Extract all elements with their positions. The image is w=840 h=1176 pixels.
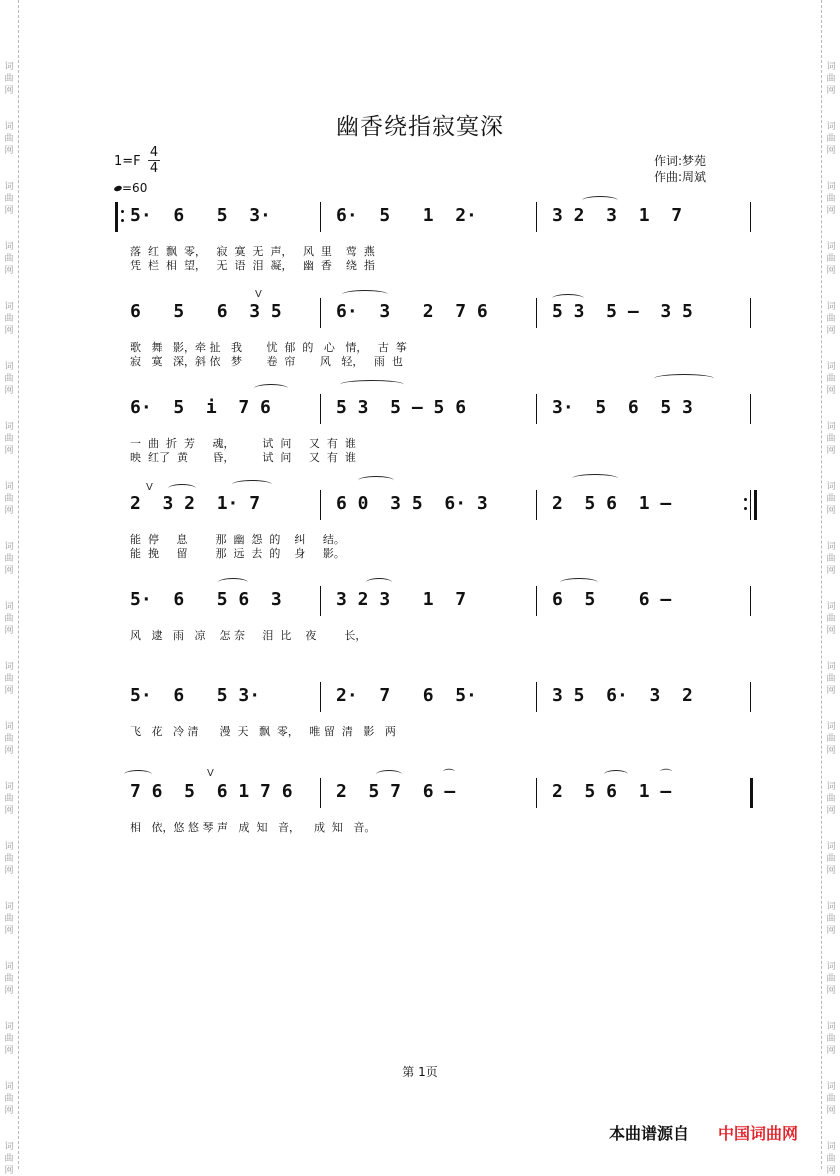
edge-watermark-char: 词 — [4, 482, 14, 492]
edge-watermark-char: 网 — [4, 1106, 14, 1116]
edge-watermark-char: 网 — [826, 806, 836, 816]
slur — [168, 484, 196, 493]
barline — [750, 298, 751, 328]
edge-watermark-char: 网 — [826, 1166, 836, 1176]
edge-watermark-char: 网 — [826, 746, 836, 756]
slur — [218, 578, 248, 587]
edge-watermark-char: 网 — [826, 566, 836, 576]
edge-watermark-char: 词 — [826, 182, 836, 192]
edge-watermark-char: 曲 — [826, 254, 836, 264]
edge-watermark-char: 曲 — [4, 554, 14, 564]
barline — [320, 490, 321, 520]
edge-watermark-char: 曲 — [4, 314, 14, 324]
edge-watermark-char: 词 — [4, 902, 14, 912]
barline — [536, 394, 537, 424]
tempo-marking — [114, 181, 147, 195]
measure-notes: 5· 6 5 3· — [130, 205, 271, 226]
edge-watermark-char: 曲 — [4, 1154, 14, 1164]
edge-watermark-char: 词 — [826, 962, 836, 972]
measure-notes: 2 5 7 6 — — [336, 781, 456, 802]
time-signature — [148, 145, 160, 176]
source-site-link[interactable]: 中国词曲网 — [718, 1124, 799, 1143]
edge-watermark-char: 曲 — [4, 254, 14, 264]
edge-watermark-char: 词 — [826, 722, 836, 732]
slur — [342, 290, 388, 299]
edge-watermark-char: 网 — [826, 386, 836, 396]
edge-watermark-char: 网 — [4, 326, 14, 336]
key-signature: 1=F — [114, 154, 141, 169]
edge-watermark-char: 网 — [4, 926, 14, 936]
edge-watermark-char: 词 — [826, 902, 836, 912]
time-signature-top: 4 — [149, 145, 159, 160]
barline — [536, 682, 537, 712]
edge-watermark-char: 网 — [4, 866, 14, 876]
edge-watermark-char: 曲 — [826, 194, 836, 204]
repeat-barline — [754, 490, 757, 520]
time-signature-bottom: 4 — [149, 161, 159, 176]
edge-watermark-char: 曲 — [826, 914, 836, 924]
edge-watermark-char: 网 — [826, 146, 836, 156]
edge-watermark-char: 网 — [826, 86, 836, 96]
lyrics-line-1: 落 红 飘 零， 寂 寞 无 声， 风 里 莺 燕 — [130, 245, 375, 258]
measure-notes: 5 3 5 — 5 6 — [336, 397, 467, 418]
edge-watermark-char: 网 — [826, 266, 836, 276]
edge-watermark-char: 网 — [4, 626, 14, 636]
edge-watermark-char: 曲 — [826, 554, 836, 564]
final-barline — [750, 778, 753, 808]
barline — [750, 682, 751, 712]
lyrics-line-1: 能 停 息 那 幽 怨 的 纠 结。 — [130, 533, 345, 546]
composer-credit: 作曲:周斌 — [654, 170, 707, 184]
measure-notes: 3 2 3 1 7 — [336, 589, 467, 610]
slur — [560, 578, 598, 587]
source-prefix: 本曲谱源自 — [609, 1124, 690, 1143]
edge-watermark-char: 词 — [826, 242, 836, 252]
edge-watermark-char: 曲 — [826, 1034, 836, 1044]
lyrics-line-2: 映 红了 黄 昏， 试 问 又 有 谁 — [130, 451, 356, 464]
breath-mark: V — [255, 289, 262, 300]
edge-watermark-char: 词 — [826, 542, 836, 552]
measure-notes: 3· 5 6 5 3 — [552, 397, 693, 418]
edge-watermark-char: 网 — [826, 1046, 836, 1056]
edge-watermark-char: 词 — [826, 362, 836, 372]
edge-watermark-char: 曲 — [826, 1154, 836, 1164]
edge-watermark-char: 词 — [826, 302, 836, 312]
edge-watermark-char: 网 — [4, 146, 14, 156]
breath-mark: V — [146, 482, 153, 493]
barline — [320, 586, 321, 616]
edge-watermark-char: 网 — [826, 866, 836, 876]
edge-watermark-char: 词 — [4, 1142, 14, 1152]
slur — [376, 770, 402, 779]
edge-watermark-char: 曲 — [826, 854, 836, 864]
repeat-sign — [121, 204, 124, 228]
edge-watermark-char: 词 — [4, 182, 14, 192]
edge-watermark-char: 词 — [4, 62, 14, 72]
edge-watermark-char: 网 — [4, 206, 14, 216]
edge-watermark-char: 曲 — [4, 434, 14, 444]
edge-watermark-char: 词 — [4, 542, 14, 552]
edge-watermark-char: 词 — [826, 62, 836, 72]
edge-watermark-char: 网 — [4, 506, 14, 516]
edge-watermark-char: 曲 — [826, 74, 836, 84]
edge-watermark-char: 网 — [4, 686, 14, 696]
barline — [320, 202, 321, 232]
repeat-sign — [744, 492, 747, 516]
edge-watermark-char: 词 — [4, 362, 14, 372]
fermata-icon: ⌒ — [660, 768, 673, 782]
measure-notes: 6 5 6 3 5 — [130, 301, 282, 322]
barline — [536, 778, 537, 808]
edge-watermark-char: 词 — [826, 422, 836, 432]
edge-watermark-char: 网 — [4, 86, 14, 96]
edge-watermark-char: 词 — [4, 722, 14, 732]
barline — [536, 490, 537, 520]
measure-notes: 6· 5 1 2· — [336, 205, 477, 226]
edge-watermark-char: 词 — [826, 602, 836, 612]
measure-notes: 3 5 6· 3 2 — [552, 685, 693, 706]
slur — [340, 380, 404, 389]
lyrics-line-2: 寂 寞 深，斜 依 梦 卷 帘 风 轻， 雨 也 — [130, 355, 403, 368]
tempo-value: =60 — [122, 181, 148, 195]
edge-watermark-char: 词 — [4, 962, 14, 972]
breath-mark: V — [207, 768, 214, 779]
edge-watermark-char: 曲 — [4, 74, 14, 84]
slur — [232, 480, 272, 489]
lyrics-line-1: 一 曲 折 芳 魂， 试 问 又 有 谁 — [130, 437, 356, 450]
barline — [320, 394, 321, 424]
barline — [750, 202, 751, 232]
edge-watermark-char: 曲 — [826, 794, 836, 804]
barline — [115, 202, 118, 232]
edge-watermark-char: 曲 — [4, 974, 14, 984]
edge-watermark-char: 曲 — [826, 134, 836, 144]
edge-watermark-char: 网 — [826, 506, 836, 516]
barline — [536, 586, 537, 616]
edge-watermark-char: 网 — [826, 626, 836, 636]
edge-watermark-char: 网 — [4, 566, 14, 576]
edge-watermark-char: 词 — [4, 842, 14, 852]
edge-watermark-char: 词 — [4, 602, 14, 612]
edge-watermark-char: 网 — [826, 986, 836, 996]
edge-watermark-char: 网 — [4, 386, 14, 396]
edge-watermark-char: 网 — [4, 1046, 14, 1056]
measure-notes: 3 2 3 1 7 — [552, 205, 683, 226]
edge-watermark-char: 词 — [4, 1022, 14, 1032]
edge-watermark-char: 曲 — [4, 674, 14, 684]
edge-watermark-char: 网 — [4, 446, 14, 456]
slur — [654, 374, 714, 383]
measure-notes: 6· 3 2 7 6 — [336, 301, 488, 322]
edge-watermark-char: 曲 — [4, 854, 14, 864]
lyrics-line-1: 相 依，悠 悠 琴 声 成 知 音， 成 知 音。 — [130, 821, 376, 834]
edge-watermark-char: 曲 — [826, 734, 836, 744]
lyricist-credit: 作词:梦苑 — [654, 154, 707, 168]
edge-watermark-char: 词 — [826, 1082, 836, 1092]
fermata-icon: ⌒ — [443, 768, 456, 782]
edge-watermark-char: 网 — [826, 686, 836, 696]
lyrics-line-1: 风 逮 雨 凉 怎 奈 泪 比 夜 长， — [130, 629, 367, 642]
slur — [358, 476, 394, 485]
edge-watermark-char: 词 — [4, 782, 14, 792]
edge-watermark-char: 曲 — [4, 614, 14, 624]
edge-watermark-char: 曲 — [826, 434, 836, 444]
edge-watermark-char: 曲 — [4, 914, 14, 924]
lyrics-line-2: 能 挽 留 那 远 去 的 身 影。 — [130, 547, 345, 560]
edge-watermark-char: 曲 — [826, 494, 836, 504]
right-edge-strip — [821, 0, 840, 1176]
measure-notes: 7 6 5 6 1 7 6 — [130, 781, 293, 802]
barline — [320, 682, 321, 712]
measure-notes: 5· 6 5 3· — [130, 685, 261, 706]
lyrics-line-1: 飞 花 冷 清 漫 天 飘 零， 唯 留 清 影 两 — [130, 725, 396, 738]
slur — [604, 770, 628, 779]
measure-notes: 6 5 6 — — [552, 589, 672, 610]
edge-watermark-char: 曲 — [4, 194, 14, 204]
edge-watermark-char: 曲 — [4, 374, 14, 384]
edge-watermark-char: 曲 — [826, 614, 836, 624]
edge-watermark-char: 词 — [4, 302, 14, 312]
edge-watermark-char: 词 — [826, 1022, 836, 1032]
edge-watermark-char: 网 — [826, 926, 836, 936]
edge-watermark-char: 词 — [826, 482, 836, 492]
song-title: 幽香绕指寂寞深 — [336, 114, 504, 140]
measure-notes: 2· 7 6 5· — [336, 685, 477, 706]
barline — [320, 298, 321, 328]
slur — [254, 384, 288, 393]
slur — [124, 770, 152, 779]
edge-watermark-char: 曲 — [4, 734, 14, 744]
slur — [552, 294, 584, 303]
edge-watermark-char: 网 — [4, 806, 14, 816]
edge-watermark-char: 曲 — [826, 374, 836, 384]
edge-watermark-char: 词 — [826, 782, 836, 792]
edge-watermark-char: 曲 — [826, 1094, 836, 1104]
edge-watermark-char: 网 — [826, 446, 836, 456]
edge-watermark-char: 词 — [826, 1142, 836, 1152]
edge-watermark-char: 曲 — [4, 1034, 14, 1044]
edge-watermark-char: 曲 — [826, 974, 836, 984]
page-number: 第 1页 — [402, 1065, 438, 1079]
edge-watermark-char: 曲 — [4, 494, 14, 504]
edge-watermark-char: 网 — [4, 1166, 14, 1176]
measure-notes: 6· 5 i 7 6 — [130, 397, 271, 418]
edge-watermark-char: 词 — [4, 1082, 14, 1092]
edge-watermark-char: 曲 — [826, 674, 836, 684]
edge-watermark-char: 网 — [826, 206, 836, 216]
edge-watermark-char: 词 — [4, 662, 14, 672]
slur — [582, 196, 618, 205]
edge-watermark-char: 网 — [826, 1106, 836, 1116]
measure-notes: 6 0 3 5 6· 3 — [336, 493, 488, 514]
edge-watermark-char: 词 — [826, 842, 836, 852]
slur — [366, 578, 392, 587]
measure-notes: 2 5 6 1 — — [552, 781, 672, 802]
edge-watermark-char: 词 — [826, 122, 836, 132]
barline — [750, 586, 751, 616]
edge-watermark-char: 网 — [4, 746, 14, 756]
edge-watermark-char: 曲 — [4, 1094, 14, 1104]
measure-notes: 2 5 6 1 — — [552, 493, 672, 514]
slur — [572, 474, 618, 483]
edge-watermark-char: 网 — [4, 986, 14, 996]
barline — [320, 778, 321, 808]
left-edge-strip — [0, 0, 19, 1176]
edge-watermark-char: 网 — [4, 266, 14, 276]
measure-notes: 5· 6 5 6 3 — [130, 589, 282, 610]
edge-watermark-char: 网 — [826, 326, 836, 336]
edge-watermark-char: 词 — [826, 662, 836, 672]
measure-notes: 2 3 2 1· 7 — [130, 493, 261, 514]
edge-watermark-char: 词 — [4, 422, 14, 432]
edge-watermark-char: 曲 — [4, 134, 14, 144]
barline — [536, 298, 537, 328]
barline — [536, 202, 537, 232]
barline — [750, 394, 751, 424]
edge-watermark-char: 词 — [4, 242, 14, 252]
edge-watermark-char: 曲 — [826, 314, 836, 324]
barline — [750, 490, 751, 520]
measure-notes: 5 3 5 — 3 5 — [552, 301, 693, 322]
lyrics-line-1: 歌 舞 影，牵 扯 我 忧 郁 的 心 情， 古 筝 — [130, 341, 407, 354]
edge-watermark-char: 词 — [4, 122, 14, 132]
lyrics-line-2: 凭 栏 相 望， 无 语 泪 凝， 幽 香 绕 指 — [130, 259, 375, 272]
edge-watermark-char: 曲 — [4, 794, 14, 804]
